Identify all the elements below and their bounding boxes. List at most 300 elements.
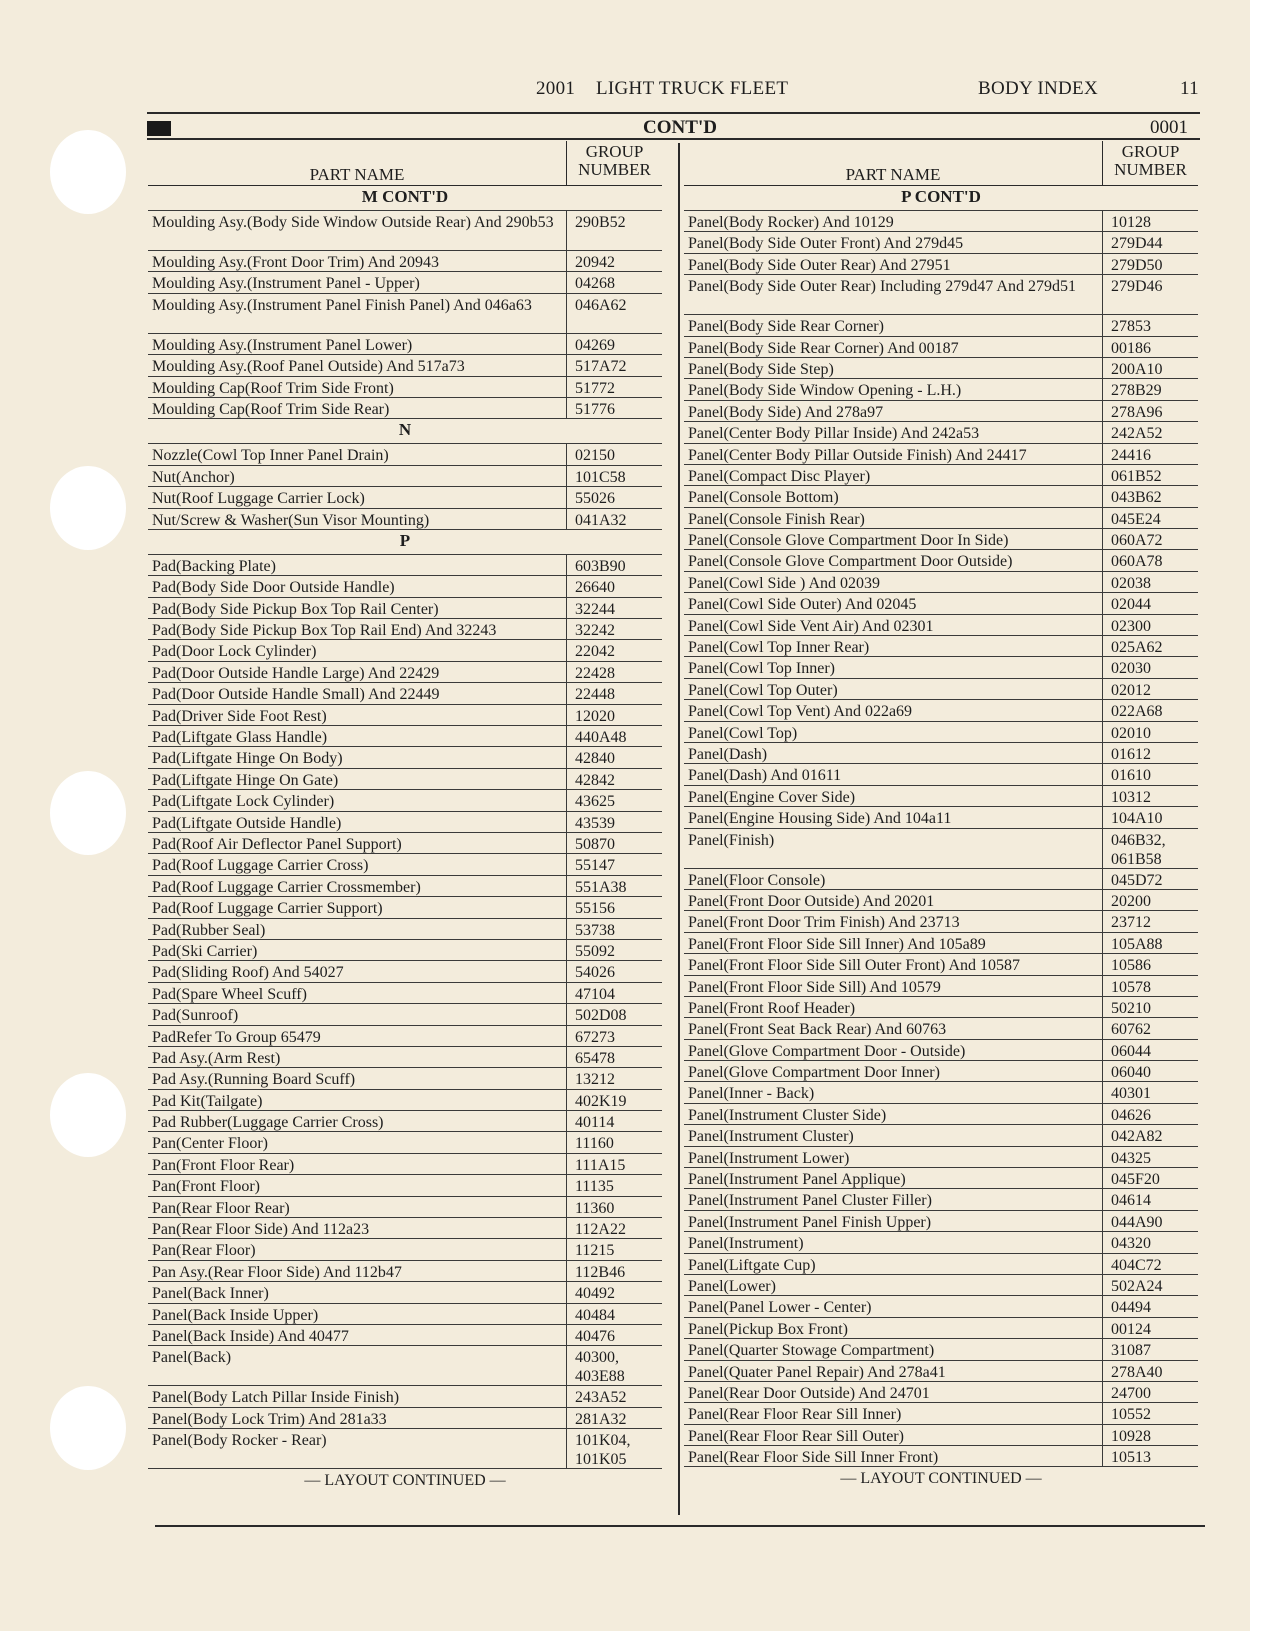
group-number-value: 42842 <box>575 771 615 789</box>
part-name: Nut/Screw & Washer(Sun Visor Mounting) <box>152 511 430 529</box>
table-row <box>148 854 662 875</box>
part-name: Panel(Console Glove Compartment Door In Side) <box>688 532 1009 550</box>
group-number <box>1102 976 1198 996</box>
header-page-number: 11 <box>1180 78 1199 99</box>
part-name: Moulding Asy.(Body Side Window Outside Rear) And 290b53 <box>152 214 554 231</box>
group-number <box>1102 890 1198 910</box>
section-heading: N <box>148 419 662 444</box>
table-row <box>148 294 662 334</box>
part-name: Panel(Instrument Cluster) <box>688 1128 854 1146</box>
group-number-value: 02010 <box>1111 724 1151 742</box>
header-section: BODY INDEX <box>978 78 1098 99</box>
part-name: Pad(Liftgate Hinge On Body) <box>152 750 343 768</box>
group-number-value: 02038 <box>1111 574 1151 592</box>
table-row <box>148 769 662 790</box>
group-number-value: 278B29 <box>1111 382 1162 400</box>
punch-hole <box>50 771 126 855</box>
group-number <box>1102 1082 1198 1102</box>
group-number <box>1102 1125 1198 1145</box>
group-number-value: 20200 <box>1111 892 1151 910</box>
header-year: 2001 <box>536 78 576 99</box>
group-number <box>1102 722 1198 742</box>
table-row <box>148 334 662 355</box>
table-row <box>148 444 662 465</box>
part-name-header: PART NAME <box>845 165 941 184</box>
table-row <box>684 997 1198 1018</box>
group-number <box>566 1132 662 1152</box>
table-row <box>684 379 1198 400</box>
part-name: Panel(Quater Panel Repair) And 278a41 <box>688 1363 946 1381</box>
group-number <box>566 854 662 874</box>
group-number-value: 060A78 <box>1111 553 1163 571</box>
group-number-value: 04268 <box>575 275 615 293</box>
part-name: Moulding Asy.(Instrument Panel Lower) <box>152 336 413 354</box>
group-number <box>566 833 662 853</box>
group-number-value-2: 403E88 <box>575 1368 625 1386</box>
part-name: Pad(Sunroof) <box>152 1007 239 1025</box>
part-name: Panel(Instrument) <box>688 1235 804 1253</box>
table-row <box>148 251 662 272</box>
group-number-value: 022A68 <box>1111 703 1163 721</box>
banner-rule <box>147 138 1200 140</box>
part-name: Panel(Instrument Panel Applique) <box>688 1171 906 1189</box>
table-row <box>684 1339 1198 1360</box>
group-number-value: 04626 <box>1111 1106 1151 1124</box>
part-name: Pan(Rear Floor Rear) <box>152 1199 290 1217</box>
table-row <box>148 640 662 661</box>
table-row <box>148 1154 662 1175</box>
table-row <box>684 1061 1198 1082</box>
group-number <box>566 466 662 486</box>
group-number <box>566 1239 662 1259</box>
group-number <box>1102 401 1198 421</box>
group-number-value: 042A82 <box>1111 1128 1163 1146</box>
group-number-value: 045F20 <box>1111 1171 1160 1189</box>
group-number <box>1102 379 1198 399</box>
section-heading: P <box>148 530 662 555</box>
group-number-value: 22428 <box>575 664 615 682</box>
group-number-value: 51772 <box>575 379 615 397</box>
table-row <box>684 211 1198 232</box>
group-number <box>566 334 662 354</box>
group-number-value: 42840 <box>575 750 615 768</box>
column-divider <box>678 143 680 1515</box>
group-number-value: 40492 <box>575 1285 615 1303</box>
part-name: Nut(Roof Luggage Carrier Lock) <box>152 490 365 508</box>
part-name: Pan(Front Floor Rear) <box>152 1156 295 1174</box>
part-name: Panel(Center Body Pillar Inside) And 242a53 <box>688 425 980 443</box>
group-number <box>1102 422 1198 442</box>
table-row <box>684 529 1198 550</box>
group-number-value: 24700 <box>1111 1384 1151 1402</box>
part-name: Panel(Cowl Top Outer) <box>688 681 838 699</box>
table-row <box>148 377 662 398</box>
group-number-value: 51776 <box>575 400 615 418</box>
table-row <box>684 1040 1198 1061</box>
table-row <box>684 976 1198 997</box>
left-column-header <box>148 141 662 186</box>
group-number <box>566 683 662 703</box>
group-number-value: 27853 <box>1111 318 1151 336</box>
group-number <box>1102 679 1198 699</box>
group-number-value: 20942 <box>575 254 615 271</box>
table-row <box>684 550 1198 571</box>
group-number-value: 440A48 <box>575 729 627 747</box>
table-row <box>684 315 1198 336</box>
group-number <box>1102 1147 1198 1167</box>
group-number-value: 60762 <box>1111 1021 1151 1039</box>
group-number-value: 40114 <box>575 1114 615 1132</box>
group-number <box>566 1261 662 1281</box>
group-number <box>566 211 662 250</box>
table-row <box>148 1429 662 1469</box>
group-number-value: 02150 <box>575 447 615 465</box>
table-row <box>148 1346 662 1386</box>
group-number <box>1102 657 1198 677</box>
group-number-value: 40484 <box>575 1306 615 1324</box>
part-name: Panel(Cowl Side Vent Air) And 02301 <box>688 617 934 635</box>
part-name: Pad(Rubber Seal) <box>152 921 266 939</box>
part-name: Pad(Liftgate Hinge On Gate) <box>152 771 339 789</box>
part-name: Pad(Roof Luggage Carrier Crossmember) <box>152 878 421 896</box>
table-row <box>148 897 662 918</box>
group-number <box>566 1068 662 1088</box>
group-number-value: 279D46 <box>1111 278 1163 296</box>
table-row <box>684 1018 1198 1039</box>
group-number-value: 04325 <box>1111 1149 1151 1167</box>
table-row <box>148 961 662 982</box>
table-row <box>148 1304 662 1325</box>
group-number-value: 55147 <box>575 857 615 875</box>
group-number <box>566 1197 662 1217</box>
group-number-value: 045E24 <box>1111 510 1161 528</box>
table-row <box>684 933 1198 954</box>
group-number-value: 10128 <box>1111 214 1151 231</box>
group-number <box>566 355 662 375</box>
part-name: Panel(Front Door Outside) And 20201 <box>688 892 935 910</box>
group-number-value: 55092 <box>575 942 615 960</box>
group-number-value: 603B90 <box>575 557 626 575</box>
part-name: Pan Asy.(Rear Floor Side) And 112b47 <box>152 1263 402 1281</box>
part-name: Panel(Cowl Side Outer) And 02045 <box>688 596 917 614</box>
part-name: Pad(Door Lock Cylinder) <box>152 643 317 661</box>
table-row <box>148 919 662 940</box>
group-number <box>1102 232 1198 252</box>
part-name: Pad(Driver Side Foot Rest) <box>152 707 327 725</box>
group-number-value: 242A52 <box>1111 425 1163 443</box>
table-row <box>684 890 1198 911</box>
section-heading: M CONT'D <box>148 186 662 211</box>
table-row <box>684 444 1198 465</box>
group-number <box>1102 764 1198 784</box>
group-number <box>566 876 662 896</box>
group-number <box>1102 508 1198 528</box>
group-number-value: 31087 <box>1111 1342 1151 1360</box>
part-name: Moulding Cap(Roof Trim Side Rear) <box>152 400 390 418</box>
table-row <box>684 869 1198 890</box>
group-number <box>566 444 662 464</box>
group-number-value: 43625 <box>575 793 615 811</box>
group-number <box>1102 1211 1198 1231</box>
group-number <box>566 983 662 1003</box>
group-number-value: 278A96 <box>1111 403 1163 421</box>
group-number <box>566 812 662 832</box>
table-row <box>684 1361 1198 1382</box>
part-name: Pad(Liftgate Outside Handle) <box>152 814 342 832</box>
group-number <box>566 897 662 917</box>
group-number-value: 502A24 <box>1111 1277 1163 1295</box>
table-row <box>148 487 662 508</box>
table-row <box>684 1382 1198 1403</box>
table-row <box>684 1254 1198 1275</box>
part-name: Panel(Pickup Box Front) <box>688 1320 848 1338</box>
group-number-value: 00124 <box>1111 1320 1151 1338</box>
group-number <box>1102 933 1198 953</box>
group-number <box>566 576 662 596</box>
group-number <box>1102 1104 1198 1124</box>
right-column <box>684 141 1198 1488</box>
group-number-value: 40301 <box>1111 1085 1151 1103</box>
group-number <box>1102 829 1198 868</box>
group-number <box>566 1218 662 1238</box>
table-row <box>684 1446 1198 1467</box>
group-number-value: 01612 <box>1111 745 1151 763</box>
group-number <box>566 1154 662 1174</box>
group-number <box>1102 1361 1198 1381</box>
part-name: Panel(Console Bottom) <box>688 489 839 507</box>
group-number <box>1102 1339 1198 1359</box>
punch-hole <box>50 466 126 550</box>
part-name: Pad(Body Side Door Outside Handle) <box>152 579 395 597</box>
part-name: Pad(Body Side Pickup Box Top Rail End) And 32243 <box>152 622 497 640</box>
part-name: Panel(Body Side Step) <box>688 360 834 378</box>
group-number-value: 10928 <box>1111 1427 1151 1445</box>
group-number <box>566 961 662 981</box>
group-number <box>1102 358 1198 378</box>
table-row <box>684 465 1198 486</box>
group-number <box>566 1026 662 1046</box>
part-name: Panel(Front Roof Header) <box>688 999 856 1017</box>
table-row <box>684 615 1198 636</box>
group-number-value: 11160 <box>575 1135 614 1153</box>
group-number-value: 55026 <box>575 490 615 508</box>
part-name: PadRefer To Group 65479 <box>152 1028 321 1046</box>
part-name: Panel(Front Floor Side Sill Inner) And 105a89 <box>688 935 986 953</box>
group-number <box>566 769 662 789</box>
table-row <box>684 1403 1198 1424</box>
group-number-value: 279D44 <box>1111 235 1163 253</box>
right-footer: — LAYOUT CONTINUED — <box>840 1470 1042 1488</box>
group-number-value: 046A62 <box>575 296 627 314</box>
group-number-value: 40476 <box>575 1327 615 1345</box>
part-name: Panel(Finish) <box>688 831 775 849</box>
page-header <box>0 78 1250 106</box>
group-number-value: 55156 <box>575 900 615 918</box>
group-number-value: 278A40 <box>1111 1363 1163 1381</box>
group-number <box>1102 636 1198 656</box>
group-number <box>1102 1040 1198 1060</box>
group-number-value: 517A72 <box>575 358 627 376</box>
part-name: Panel(Engine Cover Side) <box>688 788 856 806</box>
part-name: Panel(Floor Console) <box>688 871 826 889</box>
group-number-header <box>1102 141 1198 185</box>
part-name: Moulding Asy.(Roof Panel Outside) And 517a73 <box>152 358 465 376</box>
group-number <box>1102 1318 1198 1338</box>
left-table-body <box>148 186 662 1469</box>
group-number-value: 22448 <box>575 686 615 704</box>
part-name: Panel(Instrument Cluster Side) <box>688 1106 887 1124</box>
part-name: Panel(Engine Housing Side) And 104a11 <box>688 810 952 828</box>
part-name: Panel(Body Side Outer Rear) Including 279d47 And 279d51 <box>688 278 1076 296</box>
group-number <box>566 747 662 767</box>
table-row <box>684 358 1198 379</box>
table-row <box>684 1104 1198 1125</box>
part-name: Panel(Body Side Rear Corner) And 00187 <box>688 339 959 357</box>
table-row <box>684 743 1198 764</box>
group-number-value: 02012 <box>1111 681 1151 699</box>
part-name: Panel(Dash) And 01611 <box>688 767 842 785</box>
group-number-value: 041A32 <box>575 511 627 529</box>
group-number <box>1102 1446 1198 1466</box>
group-number-value-2: 101K05 <box>575 1451 627 1469</box>
header-rule <box>147 112 1200 114</box>
part-name: Pan(Rear Floor) <box>152 1242 256 1260</box>
group-number-value: 043B62 <box>1111 489 1162 507</box>
group-number <box>566 726 662 746</box>
part-name: Panel(Body Side Window Opening - L.H.) <box>688 382 962 400</box>
group-number <box>566 1429 662 1468</box>
group-number-value: 00186 <box>1111 339 1151 357</box>
group-number <box>566 1282 662 1302</box>
section-heading: P CONT'D <box>684 186 1198 211</box>
table-row <box>148 355 662 376</box>
table-row <box>684 1189 1198 1210</box>
table-row <box>684 1125 1198 1146</box>
part-name: Pad(Liftgate Glass Handle) <box>152 729 328 747</box>
part-name: Panel(Body Side Rear Corner) <box>688 318 884 336</box>
table-row <box>148 555 662 576</box>
part-name: Panel(Rear Floor Rear Sill Outer) <box>688 1427 904 1445</box>
group-number-value: 502D08 <box>575 1007 627 1025</box>
group-number <box>1102 550 1198 570</box>
group-number-value-2: 061B58 <box>1111 850 1162 868</box>
group-number-value: 40300, <box>575 1349 619 1367</box>
part-name: Pad Kit(Tailgate) <box>152 1092 263 1110</box>
group-number <box>1102 1168 1198 1188</box>
table-row <box>684 1275 1198 1296</box>
group-number <box>566 398 662 418</box>
group-number-value: 02300 <box>1111 617 1151 635</box>
table-row <box>148 1282 662 1303</box>
group-number <box>1102 954 1198 974</box>
group-number-value: 10312 <box>1111 788 1151 806</box>
table-row <box>148 1175 662 1196</box>
part-name: Panel(Front Floor Side Sill Outer Front) And 10587 <box>688 957 1020 975</box>
table-row <box>684 337 1198 358</box>
punch-hole <box>50 1386 126 1470</box>
group-number <box>566 377 662 397</box>
part-name: Panel(Rear Floor Rear Sill Inner) <box>688 1406 902 1424</box>
group-header-line1: GROUP <box>1121 142 1180 161</box>
group-number-value: 50870 <box>575 835 615 853</box>
table-row <box>684 422 1198 443</box>
table-row <box>148 940 662 961</box>
group-header-line2: NUMBER <box>1114 160 1187 179</box>
table-row <box>684 275 1198 315</box>
group-number-value: 111A15 <box>575 1156 626 1174</box>
group-number-value: 47104 <box>575 985 615 1003</box>
part-name: Pan(Center Floor) <box>152 1135 268 1153</box>
table-row <box>148 1111 662 1132</box>
group-number-value: 32244 <box>575 600 615 618</box>
part-name: Panel(Front Door Trim Finish) And 23713 <box>688 914 960 932</box>
table-row <box>148 598 662 619</box>
group-number-value: 279D50 <box>1111 256 1163 274</box>
table-row <box>148 683 662 704</box>
group-number-value: 105A88 <box>1111 935 1163 953</box>
banner-code: 0001 <box>1150 117 1188 138</box>
group-number-value: 23712 <box>1111 914 1151 932</box>
part-name: Panel(Back Inside) And 40477 <box>152 1327 349 1345</box>
table-row <box>684 1082 1198 1103</box>
group-number <box>1102 786 1198 806</box>
group-number-value: 11215 <box>575 1242 615 1260</box>
group-number <box>1102 743 1198 763</box>
table-row <box>684 722 1198 743</box>
punch-hole <box>50 1073 126 1157</box>
part-name: Panel(Front Seat Back Rear) And 60763 <box>688 1021 947 1039</box>
group-number <box>566 1175 662 1195</box>
group-number-value: 200A10 <box>1111 360 1163 378</box>
part-name: Panel(Body Latch Pillar Inside Finish) <box>152 1389 400 1407</box>
part-name: Panel(Instrument Panel Cluster Filler) <box>688 1192 932 1210</box>
group-header-line2: NUMBER <box>578 160 651 179</box>
group-number <box>566 272 662 292</box>
part-name: Panel(Cowl Side ) And 02039 <box>688 574 880 592</box>
left-column <box>148 141 662 1490</box>
group-number <box>566 1386 662 1406</box>
table-row <box>148 1239 662 1260</box>
header-title: LIGHT TRUCK FLEET <box>596 78 789 99</box>
part-name: Moulding Asy.(Front Door Trim) And 20943 <box>152 254 439 271</box>
part-name: Pad Asy.(Arm Rest) <box>152 1049 281 1067</box>
table-row <box>684 593 1198 614</box>
group-number <box>566 790 662 810</box>
group-number <box>566 1090 662 1110</box>
table-row <box>148 833 662 854</box>
group-number <box>1102 997 1198 1017</box>
part-name: Panel(Body Rocker) And 10129 <box>688 214 894 231</box>
group-number <box>1102 1382 1198 1402</box>
part-name: Panel(Body Rocker - Rear) <box>152 1432 327 1450</box>
table-row <box>148 1026 662 1047</box>
part-name: Panel(Body Side Outer Front) And 279d45 <box>688 235 964 253</box>
group-number-value: 025A62 <box>1111 639 1163 657</box>
table-row <box>148 876 662 897</box>
group-number-value: 402K19 <box>575 1092 627 1110</box>
group-number-value: 02044 <box>1111 596 1151 614</box>
part-name: Panel(Lower) <box>688 1277 776 1295</box>
group-number <box>1102 911 1198 931</box>
group-number-value: 22042 <box>575 643 615 661</box>
group-number <box>1102 529 1198 549</box>
table-row <box>684 508 1198 529</box>
table-row <box>148 272 662 293</box>
group-number-value: 112B46 <box>575 1263 626 1281</box>
group-number-value: 104A10 <box>1111 810 1163 828</box>
group-number-value: 13212 <box>575 1071 615 1089</box>
table-row <box>148 1132 662 1153</box>
